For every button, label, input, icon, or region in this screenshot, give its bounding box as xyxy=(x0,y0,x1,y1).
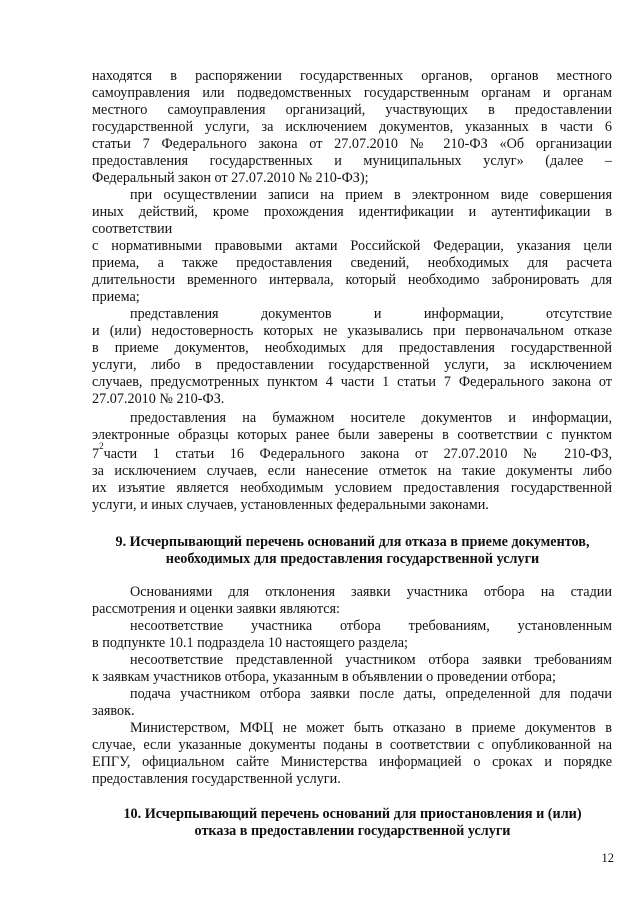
paragraph-text: части 1 статьи 16 Федерального закона от 27.07.2010 № 210-ФЗ, xyxy=(103,446,612,462)
page-number: 12 xyxy=(601,851,614,865)
point-superscript: 2 xyxy=(99,441,104,451)
paragraph-line: в подпункте 10.1 подраздела 10 настоящего раздела; xyxy=(92,635,409,651)
paragraph-line: случае, если указанные документы поданы в соответствии с опубликованной на xyxy=(92,737,612,753)
section-9-heading: 9. Исчерпывающий перечень оснований для отказа в приеме документов, xyxy=(115,534,590,550)
paragraph-line-footnote xyxy=(92,441,612,463)
paragraph-line: несоответствие представленной участником отбора заявки требованиям xyxy=(130,652,612,668)
paragraph-line: и (или) недостоверность которых не указывались при первоначальном отказе xyxy=(92,323,612,339)
paragraph-line: с нормативными правовыми актами Российской Федерации, указания цели xyxy=(92,238,612,254)
paragraph-line: предоставления государственных и муниципальных услуг» (далее – xyxy=(92,153,612,169)
paragraph-line: 27.07.2010 № 210-ФЗ. xyxy=(92,391,225,407)
paragraph-line: иных действий, кроме прохождения идентификации и аутентификации в xyxy=(92,204,612,220)
paragraph-line: предоставления на бумажном носителе документов и информации, xyxy=(130,410,612,426)
paragraph-line: длительности временного интервала, который необходимо забронировать для xyxy=(92,272,612,288)
paragraph-line: приема; xyxy=(92,289,140,305)
paragraph-line: при осуществлении записи на прием в электронном виде совершения xyxy=(130,187,612,203)
paragraph-line: в приеме документов, необходимых для предоставления государственной xyxy=(92,340,612,356)
section-10-heading: 10. Исчерпывающий перечень оснований для приостановления и (или) xyxy=(123,806,582,822)
paragraph-line: электронные образцы которых ранее были заверены в соответствии с пунктом xyxy=(92,427,612,443)
paragraph-line: предоставления государственной услуги. xyxy=(92,771,341,787)
paragraph-line: государственной услуги, за исключением документов, указанных в части 6 xyxy=(92,119,612,135)
paragraph-line: самоуправления или подведомственных государственным органам и органам xyxy=(92,85,612,101)
paragraph-line: заявок. xyxy=(92,703,135,719)
paragraph-line: за исключением случаев, если нанесение отметок на такие документы либо xyxy=(92,463,612,479)
section-10-heading: отказа в предоставлении государственной услуги xyxy=(194,823,511,839)
paragraph-line: подача участником отбора заявки после даты, определенной для подачи xyxy=(130,686,612,702)
paragraph-line: соответствии xyxy=(92,221,173,237)
paragraph-line: Основаниями для отклонения заявки участника отбора на стадии xyxy=(130,584,612,600)
paragraph-line: их изъятие является необходимым условием предоставления государственной xyxy=(92,480,612,496)
paragraph-line: случаев, предусмотренных пунктом 4 части 1 статьи 7 Федерального закона от xyxy=(92,374,612,390)
paragraph-line-last xyxy=(92,170,369,187)
paragraph-line: находятся в распоряжении государственных органов, органов местного xyxy=(92,68,612,84)
paragraph-line: местного самоуправления организаций, участвующих в предоставлении xyxy=(92,102,612,118)
paragraph-line: услуги, и иных случаев, установленных федеральными законами. xyxy=(92,497,489,513)
paragraph-line: рассмотрения и оценки заявки являются: xyxy=(92,601,340,617)
section-9-heading: необходимых для предоставления государственной услуги xyxy=(165,551,540,567)
paragraph-line: приема, а также предоставления сведений, необходимых для расчета xyxy=(92,255,612,271)
paragraph-line: представления документов и информации, отсутствие xyxy=(130,306,612,322)
paragraph-line: статьи 7 Федерального закона от 27.07.2010 № 210-ФЗ «Об организации xyxy=(92,136,612,152)
paragraph-line: ЕПГУ, официальном сайте Министерства информацией о сроках и порядке xyxy=(92,754,612,770)
paragraph-line: Министерством, МФЦ не может быть отказано в приеме документов в xyxy=(130,720,612,736)
paragraph-line: несоответствие участника отбора требованиям, установленным xyxy=(130,618,612,634)
paragraph-line: услуги, либо в предоставлении государственной услуги, за исключением xyxy=(92,357,612,373)
paragraph-line: к заявкам участников отбора, указанным в объявлении о проведении отбора; xyxy=(92,669,556,685)
federal-law-text: Федеральный закон от 27.07.2010 № 210-ФЗ); xyxy=(92,170,369,186)
point-number: 7 xyxy=(92,446,100,462)
